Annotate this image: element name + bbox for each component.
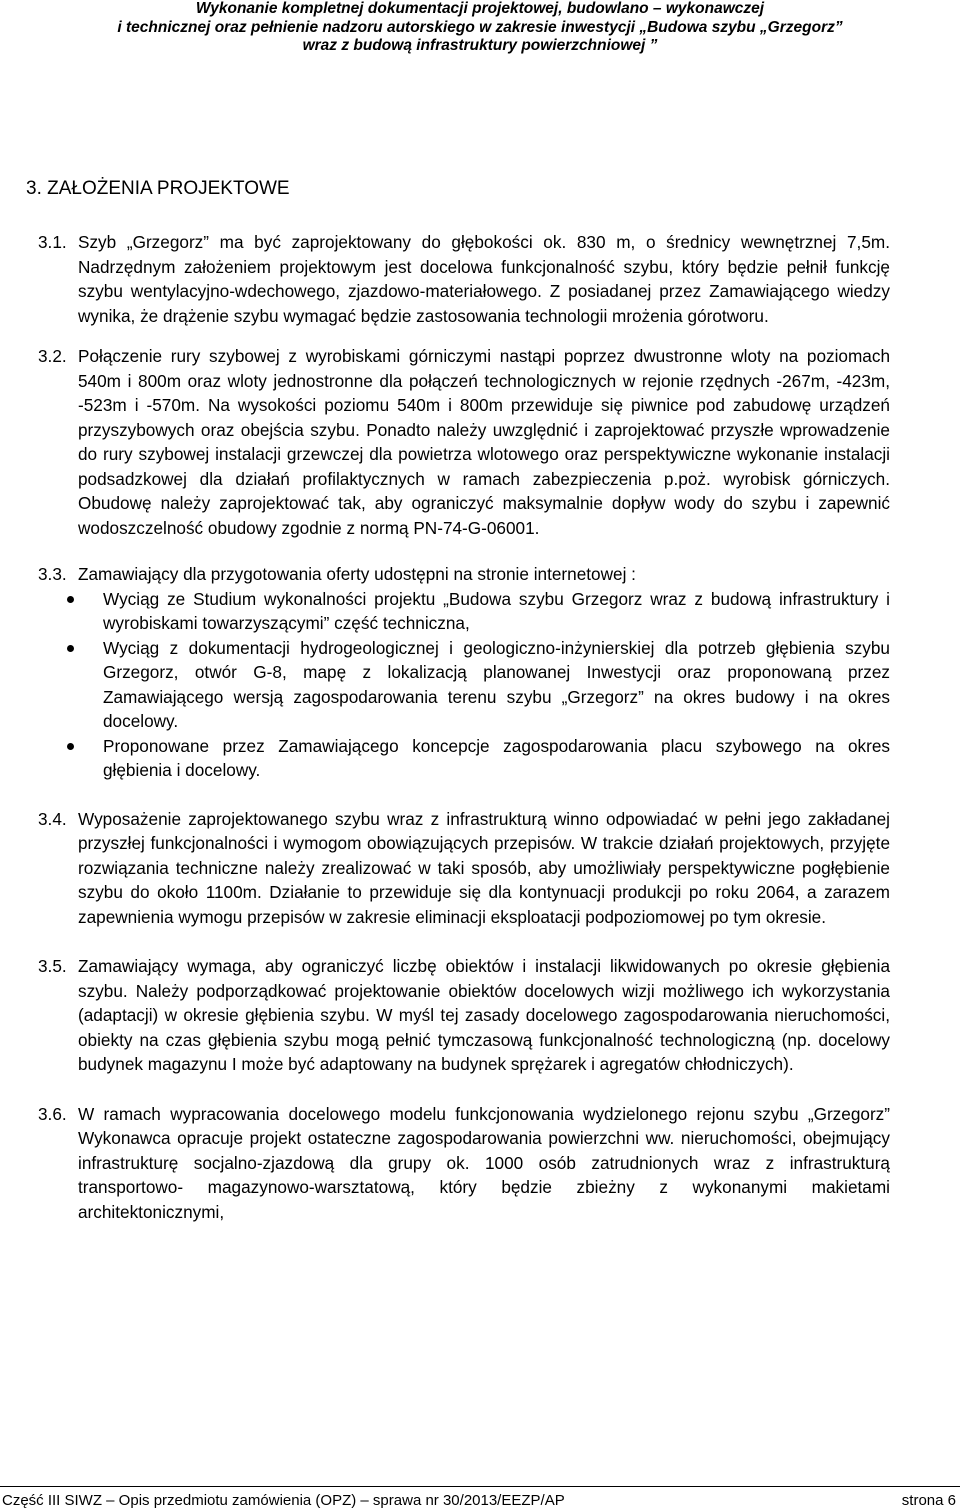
header-line-3: wraz z budową infrastruktury powierzchniowej ”	[302, 37, 658, 54]
section-title: 3. ZAŁOŻENIA PROJEKTOWE	[26, 178, 290, 199]
paragraph-text: Szyb „Grzegorz” ma być zaprojektowany do głębokości ok. 830 m, o średnicy wewnętrznej 7,5m. Nadrzędnym założeniem projektowym jest docelowa funkcjonalność szybu, który będzie pełnił funkcję szybu wentylacyjno-wdechowego, zjazdowo-materiałowego. Z posiadanej przez Zamawiającego wiedzy wynika, że drążenie szybu wymagać będzie zastosowania technologii mrożenia górotworu.	[78, 232, 890, 326]
paragraph-text: Zamawiający dla przygotowania oferty udostępni na stronie internetowej :	[78, 564, 636, 584]
footer-divider	[0, 1486, 960, 1487]
list-item: Wyciąg z dokumentacji hydrogeologicznej i geologiczno-inżynierskiej dla potrzeb głębienia szybu Grzegorz, otwór G-8, mapę z lokalizacją planowanej Inwestycji oraz proponowaną przez Zamawiającego wersją zagospodarowania terenu szybu „Grzegorz” na okres budowy i na okres docelowy.	[38, 636, 890, 734]
paragraph-3-5	[38, 954, 890, 1077]
paragraph-number: 3.4.	[38, 808, 67, 829]
document-header	[0, 0, 960, 56]
paragraph-3-1	[38, 230, 890, 328]
paragraph-3-6	[38, 1102, 890, 1225]
paragraph-text: Wyposażenie zaprojektowanego szybu wraz z infrastrukturą winno odpowiadać w pełni jego zakładanej przyszłej funkcjonalności i wymogom obowiązujących przepisów. W trakcie działań projektowych, przyjęte rozwiązania techniczne należy zrealizować w taki sposób, aby umożliwiały perspektywiczne pogłębienie szybu do około 1100m. Działanie to przewiduje się dla kontynuacji produkcji po roku 2064, a zarazem zapewnienia wymogu przepisów w zakresie eliminacji eksploatacji podpoziomowej po tym okresie.	[78, 808, 890, 927]
list-item: Proponowane przez Zamawiającego koncepcje zagospodarowania placu szybowego na okres głębienia i docelowy.	[38, 734, 890, 783]
header-line-1: Wykonanie kompletnej dokumentacji projektowej, budowlano – wykonawczej	[195, 0, 765, 17]
paragraph-3-3	[38, 562, 890, 783]
paragraph-3-4	[38, 807, 890, 930]
paragraph-3-2	[38, 344, 890, 540]
paragraph-number: 3.2.	[38, 346, 67, 366]
paragraph-number: 3.1.	[38, 232, 67, 252]
footer-page-number: strona 6	[901, 1492, 956, 1509]
paragraph-text: Połączenie rury szybowej z wyrobiskami górniczymi nastąpi poprzez dwustronne wloty na poziomach 540m i 800m oraz wloty jednostronne dla połączeń technologicznych w rejonie rzędnych -267m, -423m, -523m i -570m. Na wysokości poziomu 540m i 800m przewiduje się piwnice pod zabudowę urządzeń przyszybowych oraz obejścia szybu. Ponadto należy uwzględnić i zaprojektować przyszłe wprowadzenie do rury szybowej instalacji grzewczej dla powietrza wlotowego oraz perspektywiczne wykonanie instalacji podsadzkowej dla działań profilaktycznych w ramach zabezpieczenia p.poż. wyrobisk górniczych. Obudowę należy zaprojektować tak, aby ograniczyć maksymalnie dopływ wody do szybu i zapewnić wodoszczelność obudowy zgodnie z normą PN-74-G-06001.	[78, 346, 890, 538]
paragraph-number: 3.6.	[38, 1103, 67, 1124]
paragraph-text: Zamawiający wymaga, aby ograniczyć liczbę obiektów i instalacji likwidowanych po okresie głębienia szybu. Należy podporządkować projektowanie obiektów docelowych wizji możliwego ich wykorzystania (adaptacji) w okresie głębienia szybu. W myśl tej zasady docelowego zagospodarowania nieruchomości, obiekty na czas głębienia szybu mogą pełnić tymczasową funkcjonalność technologiczną (np. docelowy budynek magazynu I może być adaptowany na budynek sprężarek i agregatów chłodniczych).	[78, 956, 890, 1074]
bullet-list	[38, 587, 890, 783]
list-item: Wyciąg ze Studium wykonalności projektu „Budowa szybu Grzegorz wraz z budową infrastruktury i wyrobiskami towarzyszącymi” część techniczna,	[38, 587, 890, 636]
footer-document-reference: Część III SIWZ – Opis przedmiotu zamówienia (OPZ) – sprawa nr 30/2013/EEZP/AP	[2, 1492, 565, 1509]
paragraph-text: W ramach wypracowania docelowego modelu funkcjonowania wydzielonego rejonu szybu „Grzegorz” Wykonawca opracuje projekt ostateczne zagospodarowania powierzchni ww. nieruchomości, obejmujący infrastrukturę socjalno-zjazdową dla grupy ok. 1000 osób zatrudnionych wraz z infrastrukturą transportowo- magazynowo-warsztatową, który będzie zbieżny z wykonanymi makietami architektonicznymi,	[78, 1103, 890, 1222]
paragraph-number: 3.5.	[38, 956, 67, 976]
document-body	[38, 230, 890, 1249]
paragraph-number: 3.3.	[38, 564, 67, 584]
header-line-2: i technicznej oraz pełnienie nadzoru autorskiego w zakresie inwestycji „Budowa szybu „Grzegorz”	[117, 18, 843, 36]
